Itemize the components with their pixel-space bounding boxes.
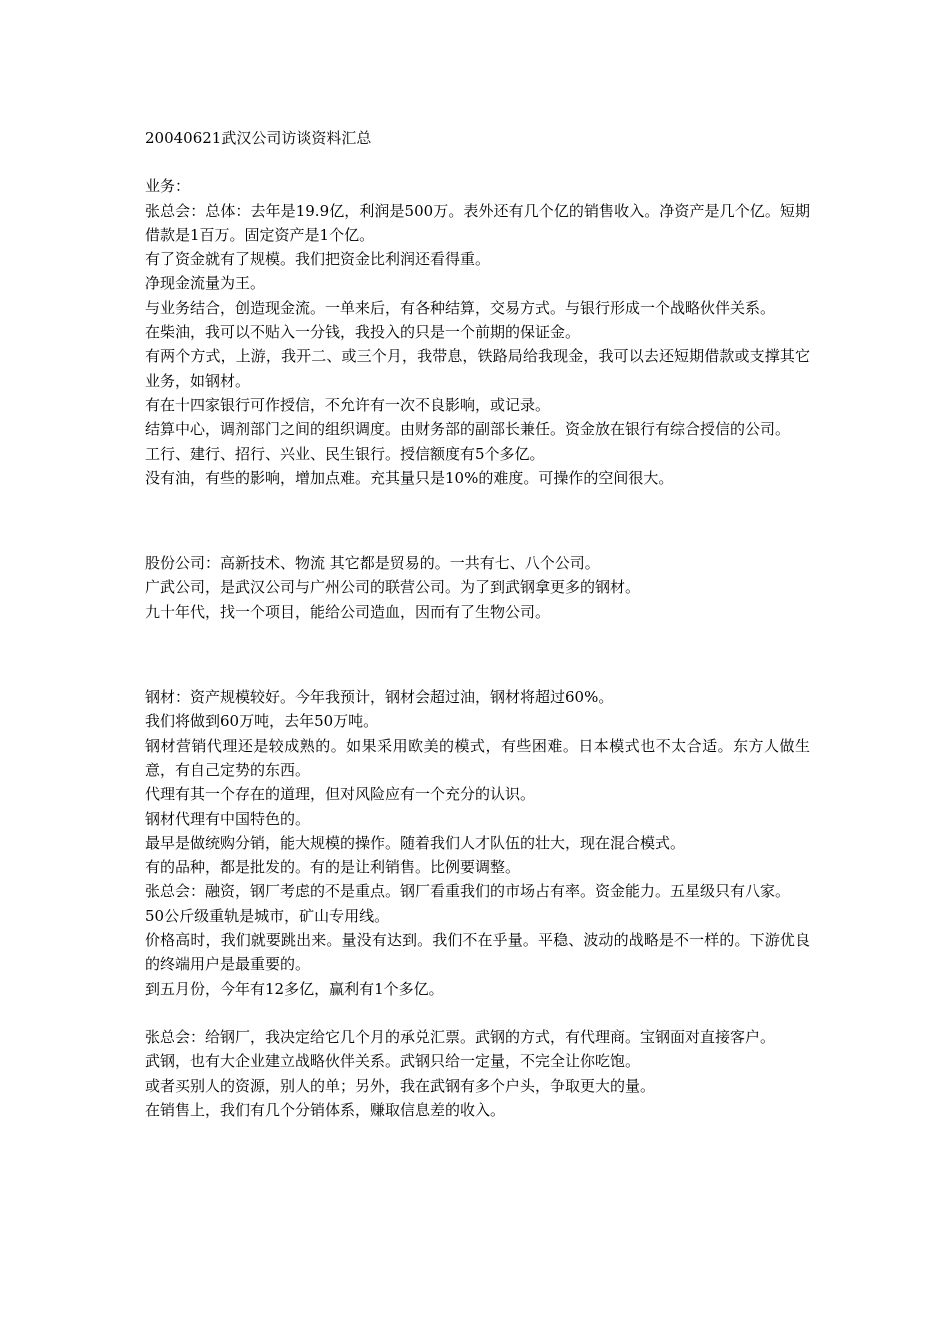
paragraph: 张总会：融资，钢厂考虑的不是重点。钢厂看重我们的市场占有率。资金能力。五星级只有八家。 [145, 882, 791, 901]
paragraph: 张总会：总体：去年是19.9亿，利润是500万。表外还有几个亿的销售收入。净资产是几个亿。短期借款是1百万。固定资产是1个亿。 [145, 201, 810, 244]
paragraph: 价格高时，我们就要跳出来。量没有达到。我们不在乎量。平稳、波动的战略是不一样的。下游优良的终端用户是最重要的。 [145, 931, 810, 974]
paragraph: 钢材代理有中国特色的。 [145, 809, 311, 828]
paragraph: 在柴油，我可以不贴入一分钱，我投入的只是一个前期的保证金。 [145, 323, 581, 342]
section-steel-mills [145, 1025, 810, 1122]
paragraph: 50公斤级重轨是城市，矿山专用线。 [145, 906, 390, 925]
paragraph: 或者买别人的资源，别人的单；另外，我在武钢有多个户头，争取更大的量。 [145, 1076, 656, 1095]
paragraph: 没有油，有些的影响，增加点难。充其量只是10%的难度。可操作的空间很大。 [145, 468, 674, 487]
paragraph: 代理有其一个存在的道理，但对风险应有一个充分的认识。 [145, 785, 536, 804]
paragraph: 广武公司，是武汉公司与广州公司的联营公司。为了到武钢拿更多的钢材。 [145, 578, 641, 597]
document-page [145, 126, 810, 1122]
paragraph: 张总会：给钢厂，我决定给它几个月的承兑汇票。武钢的方式，有代理商。宝钢面对直接客户。 [145, 1027, 776, 1046]
paragraph: 最早是做统购分销，能大规模的操作。随着我们人才队伍的壮大，现在混合模式。 [145, 833, 686, 852]
paragraph: 工行、建行、招行、兴业、民生银行。授信额度有5个多亿。 [145, 444, 545, 463]
paragraph: 在销售上，我们有几个分销体系，赚取信息差的收入。 [145, 1100, 506, 1119]
paragraph: 有两个方式，上游，我开二、或三个月，我带息，铁路局给我现金，我可以去还短期借款或支撑其它业务，如钢材。 [145, 347, 810, 390]
paragraph: 与业务结合，创造现金流。一单来后，有各种结算，交易方式。与银行形成一个战略伙伴关系。 [145, 298, 776, 317]
paragraph: 九十年代，找一个项目，能给公司造血，因而有了生物公司。 [145, 602, 551, 621]
paragraph: 股份公司：高新技术、物流 其它都是贸易的。一共有七、八个公司。 [145, 554, 600, 573]
paragraph: 武钢，也有大企业建立战略伙伴关系。武钢只给一定量，不完全让你吃饱。 [145, 1052, 641, 1071]
paragraph: 有的品种，都是批发的。有的是让利销售。比例要调整。 [145, 858, 521, 877]
paragraph: 到五月份，今年有12多亿，赢利有1个多亿。 [145, 979, 444, 998]
paragraph: 净现金流量为王。 [145, 274, 266, 293]
paragraph: 有在十四家银行可作授信，不允许有一次不良影响，或记录。 [145, 395, 551, 414]
paragraph: 钢材：资产规模较好。今年我预计，钢材会超过油，钢材将超过60%。 [145, 688, 614, 707]
paragraph: 钢材营销代理还是较成熟的。如果采用欧美的模式，有些困难。日本模式也不太合适。东方人做生意，有自己定势的东西。 [145, 736, 810, 779]
spacer [145, 490, 810, 551]
document-title: 20040621武汉公司访谈资料汇总 [145, 129, 372, 147]
paragraph: 有了资金就有了规模。我们把资金比利润还看得重。 [145, 250, 491, 269]
spacer [145, 624, 810, 685]
spacer [145, 1001, 810, 1025]
paragraph: 业务： [145, 177, 191, 196]
section-steel [145, 685, 810, 1001]
section-business [145, 174, 810, 490]
paragraph: 我们将做到60万吨，去年50万吨。 [145, 712, 379, 731]
section-companies [145, 551, 810, 624]
paragraph: 结算中心，调剂部门之间的组织调度。由财务部的副部长兼任。资金放在银行有综合授信的公司。 [145, 420, 791, 439]
